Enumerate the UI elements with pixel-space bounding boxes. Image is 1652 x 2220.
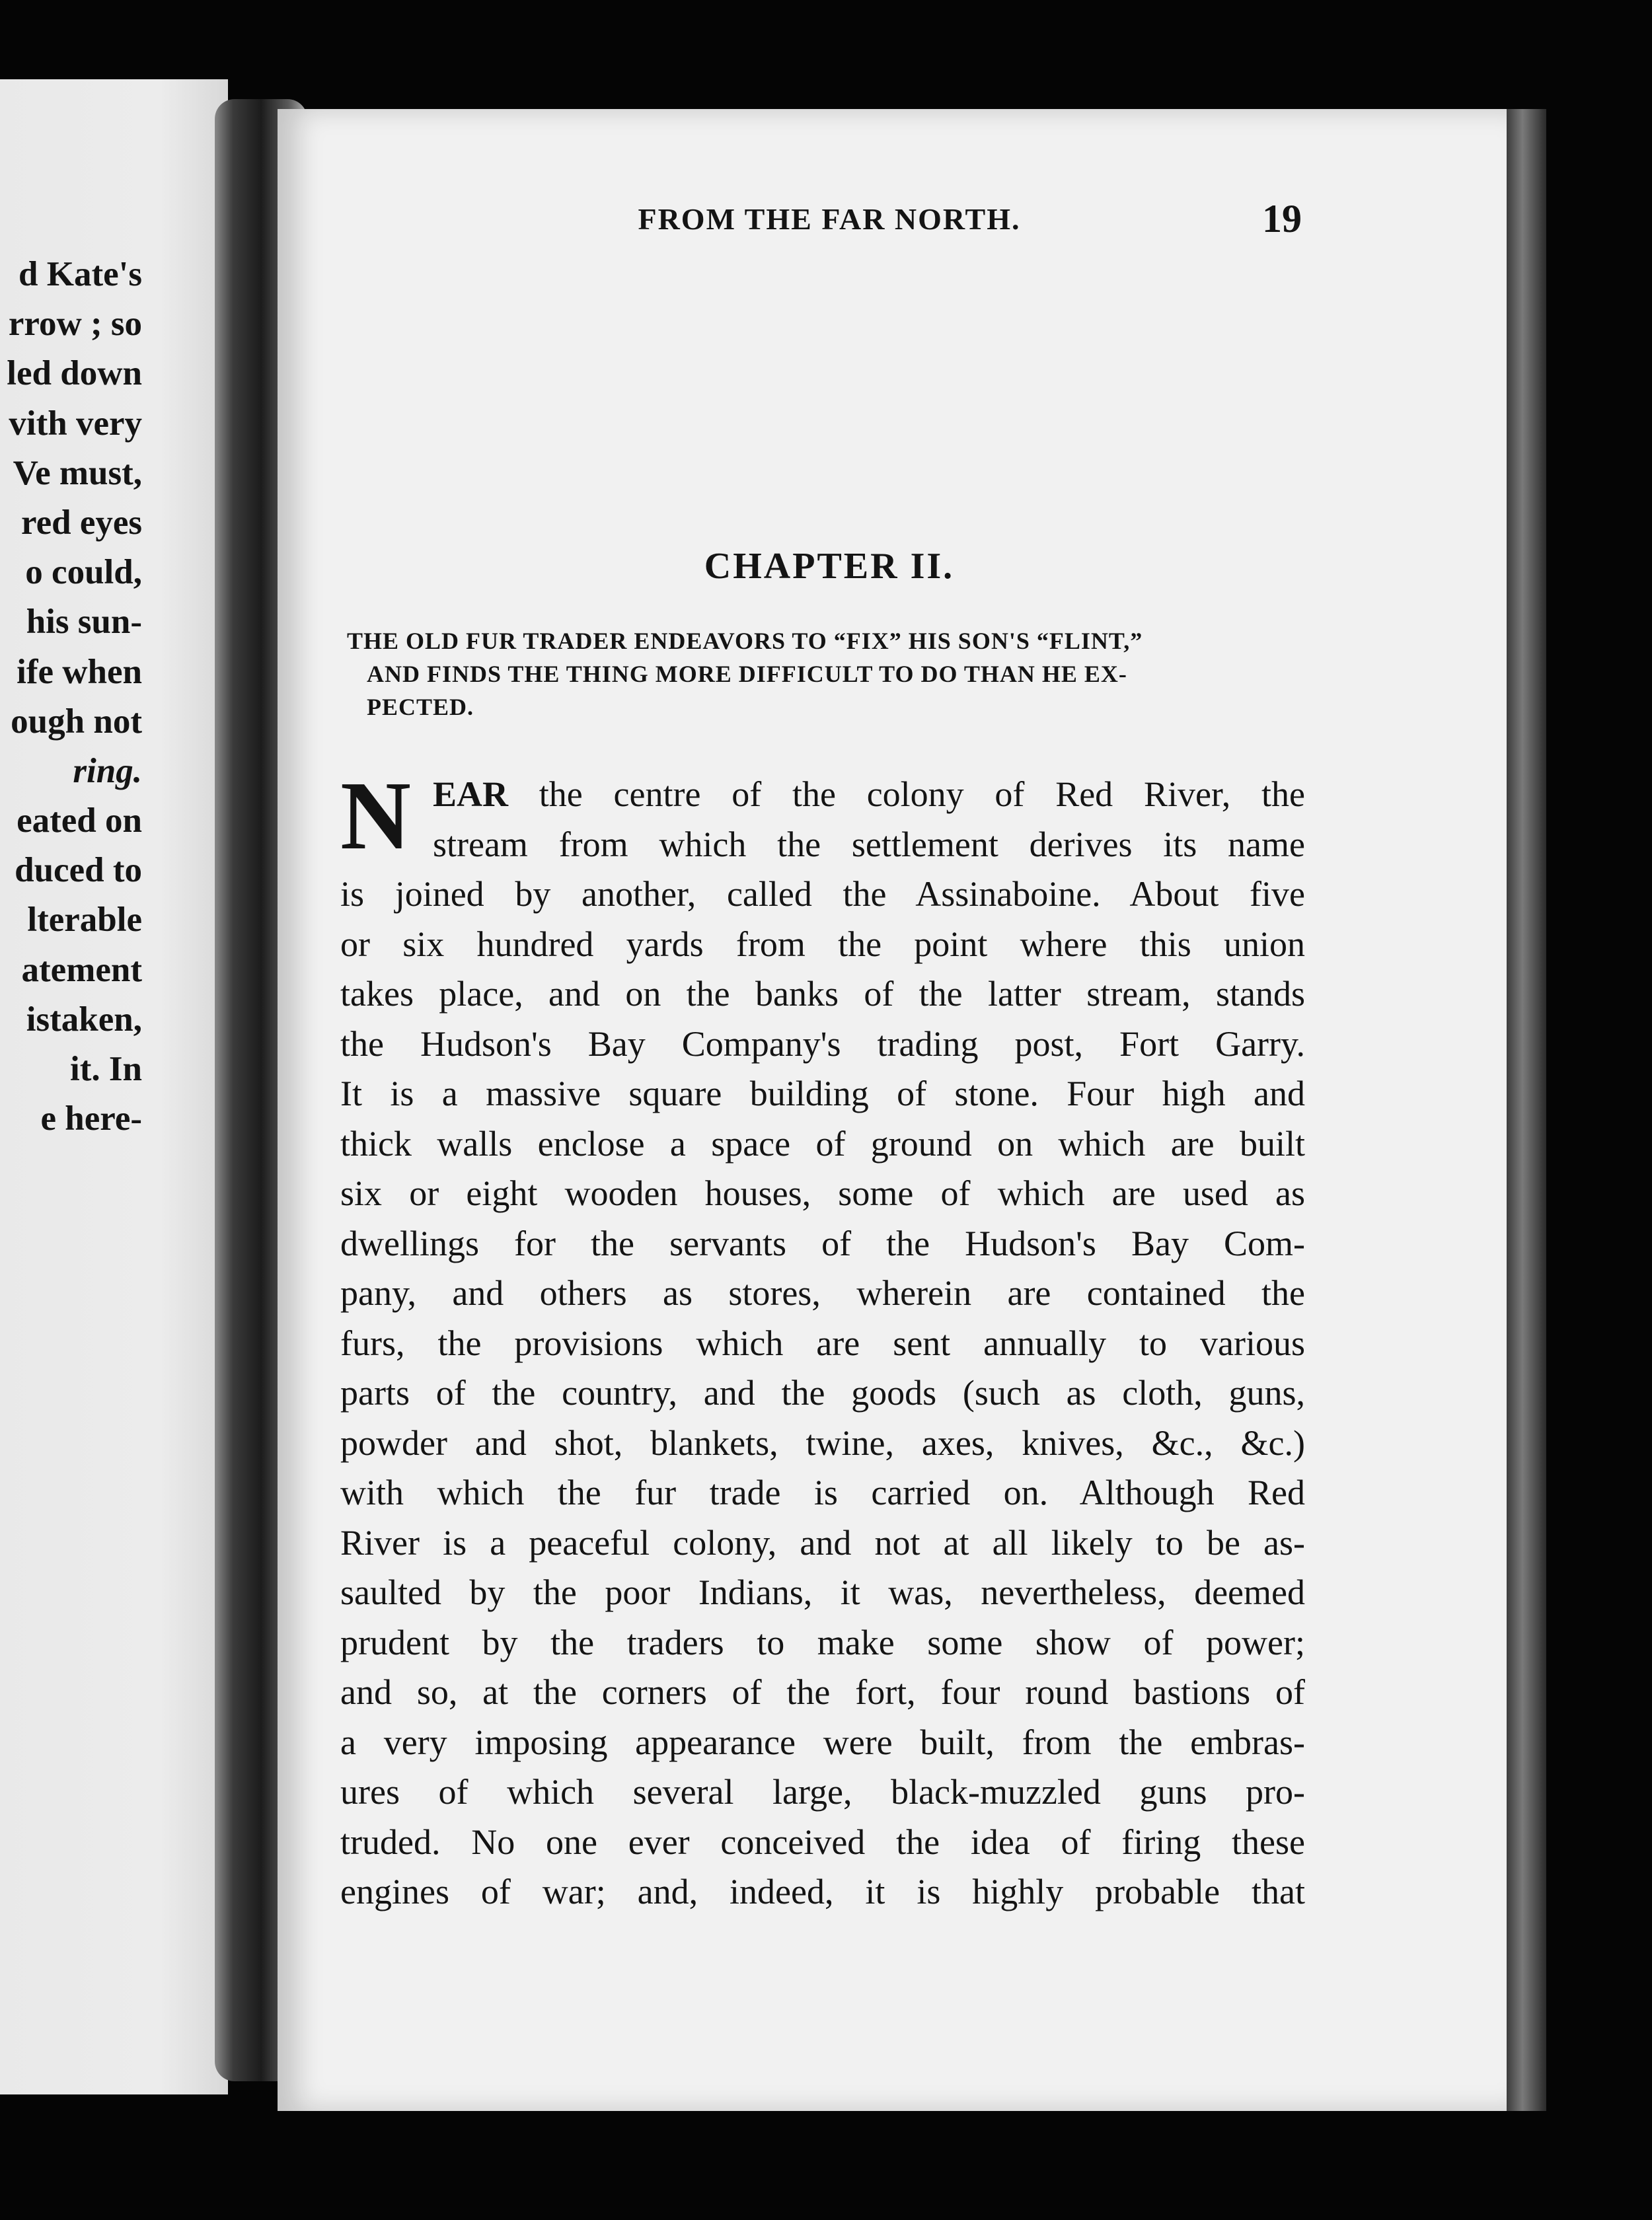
body-line: powder and shot, blankets, twine, axes, knives, &c., &c.) <box>340 1423 1305 1463</box>
body-line: or six hundred yards from the point where this union <box>340 924 1305 964</box>
body-line: a very imposing appearance were built, from the embras- <box>340 1722 1305 1762</box>
page-edge <box>1507 109 1546 2111</box>
body-line: takes place, and on the banks of the latter stream, stands <box>340 974 1305 1014</box>
body-line: pany, and others as stores, wherein are contained the <box>340 1273 1305 1313</box>
chapter-summary-line: THE OLD FUR TRADER ENDEAVORS TO “FIX” HIS SON'S “FLINT,” <box>347 628 1143 654</box>
facing-page-line: o could, <box>25 553 142 592</box>
facing-page-line: ring. <box>73 751 142 790</box>
book-page <box>278 109 1507 2111</box>
running-title: FROM THE FAR NORTH. <box>638 202 1021 236</box>
body-line: truded. No one ever conceived the idea of firing these <box>340 1822 1305 1862</box>
chapter-heading: CHAPTER II. <box>704 546 955 587</box>
body-line: stream from which the settlement derives its name <box>433 824 1305 864</box>
page-header <box>278 197 1507 254</box>
chapter-summary <box>347 624 1298 723</box>
facing-page-line: red eyes <box>21 503 142 542</box>
facing-page-line: ife when <box>17 652 142 691</box>
body-line: ures of which several large, black-muzzled guns pro- <box>340 1772 1305 1812</box>
body-line: with which the fur trade is carried on. Although Red <box>340 1473 1305 1512</box>
chapter-summary-line: AND FINDS THE THING MORE DIFFICULT TO DO THAN HE EX- <box>367 661 1127 687</box>
body-line: prudent by the traders to make some show of power; <box>340 1622 1305 1662</box>
body-line: River is a peaceful colony, and not at all likely to be as- <box>340 1522 1305 1563</box>
body-line: thick walls enclose a space of ground on which are built <box>340 1123 1305 1164</box>
body-line: furs, the provisions which are sent annually to various <box>340 1323 1305 1363</box>
body-line: dwellings for the servants of the Hudson's Bay Com- <box>340 1223 1305 1263</box>
body-line: and so, at the corners of the fort, four round bastions of <box>340 1672 1305 1712</box>
first-word-smallcaps: EAR <box>433 774 509 814</box>
body-text <box>340 762 1305 1917</box>
facing-page-line: d Kate's <box>19 255 142 293</box>
facing-page-line: ough not <box>11 702 142 741</box>
facing-page-text <box>0 250 142 1144</box>
drop-cap: N <box>340 762 411 870</box>
facing-page-line: Ve must, <box>13 453 142 492</box>
page-number: 19 <box>1262 197 1302 240</box>
facing-page-line: istaken, <box>26 1000 142 1039</box>
first-line-rest: the centre of the colony of Red River, the <box>508 774 1305 814</box>
facing-page-line: duced to <box>15 851 142 890</box>
body-line: saulted by the poor Indians, it was, nevertheless, deemed <box>340 1572 1305 1612</box>
facing-page-line: atement <box>21 950 142 989</box>
facing-page-line: rrow ; so <box>8 305 142 344</box>
facing-page-fragment <box>0 79 228 2094</box>
body-line: is joined by another, called the Assinaboine. About five <box>340 874 1305 914</box>
facing-page-line: eated on <box>17 801 142 840</box>
body-line: engines of war; and, indeed, it is highly probable that <box>340 1872 1305 1911</box>
facing-page-line: vith very <box>9 404 142 443</box>
facing-page-line: his sun- <box>26 603 142 642</box>
facing-page-line: lterable <box>27 901 142 940</box>
chapter-summary-line: PECTED. <box>367 694 474 720</box>
body-line: the Hudson's Bay Company's trading post, Fort Garry. <box>340 1023 1305 1064</box>
facing-page-line: led down <box>7 354 142 393</box>
body-line: It is a massive square building of stone. Four high and <box>340 1074 1305 1113</box>
facing-page-line: it. In <box>70 1050 142 1088</box>
facing-page-line: e here- <box>40 1099 142 1138</box>
body-line: six or eight wooden houses, some of which are used as <box>340 1173 1305 1213</box>
body-line: parts of the country, and the goods (such as cloth, guns, <box>340 1373 1305 1413</box>
